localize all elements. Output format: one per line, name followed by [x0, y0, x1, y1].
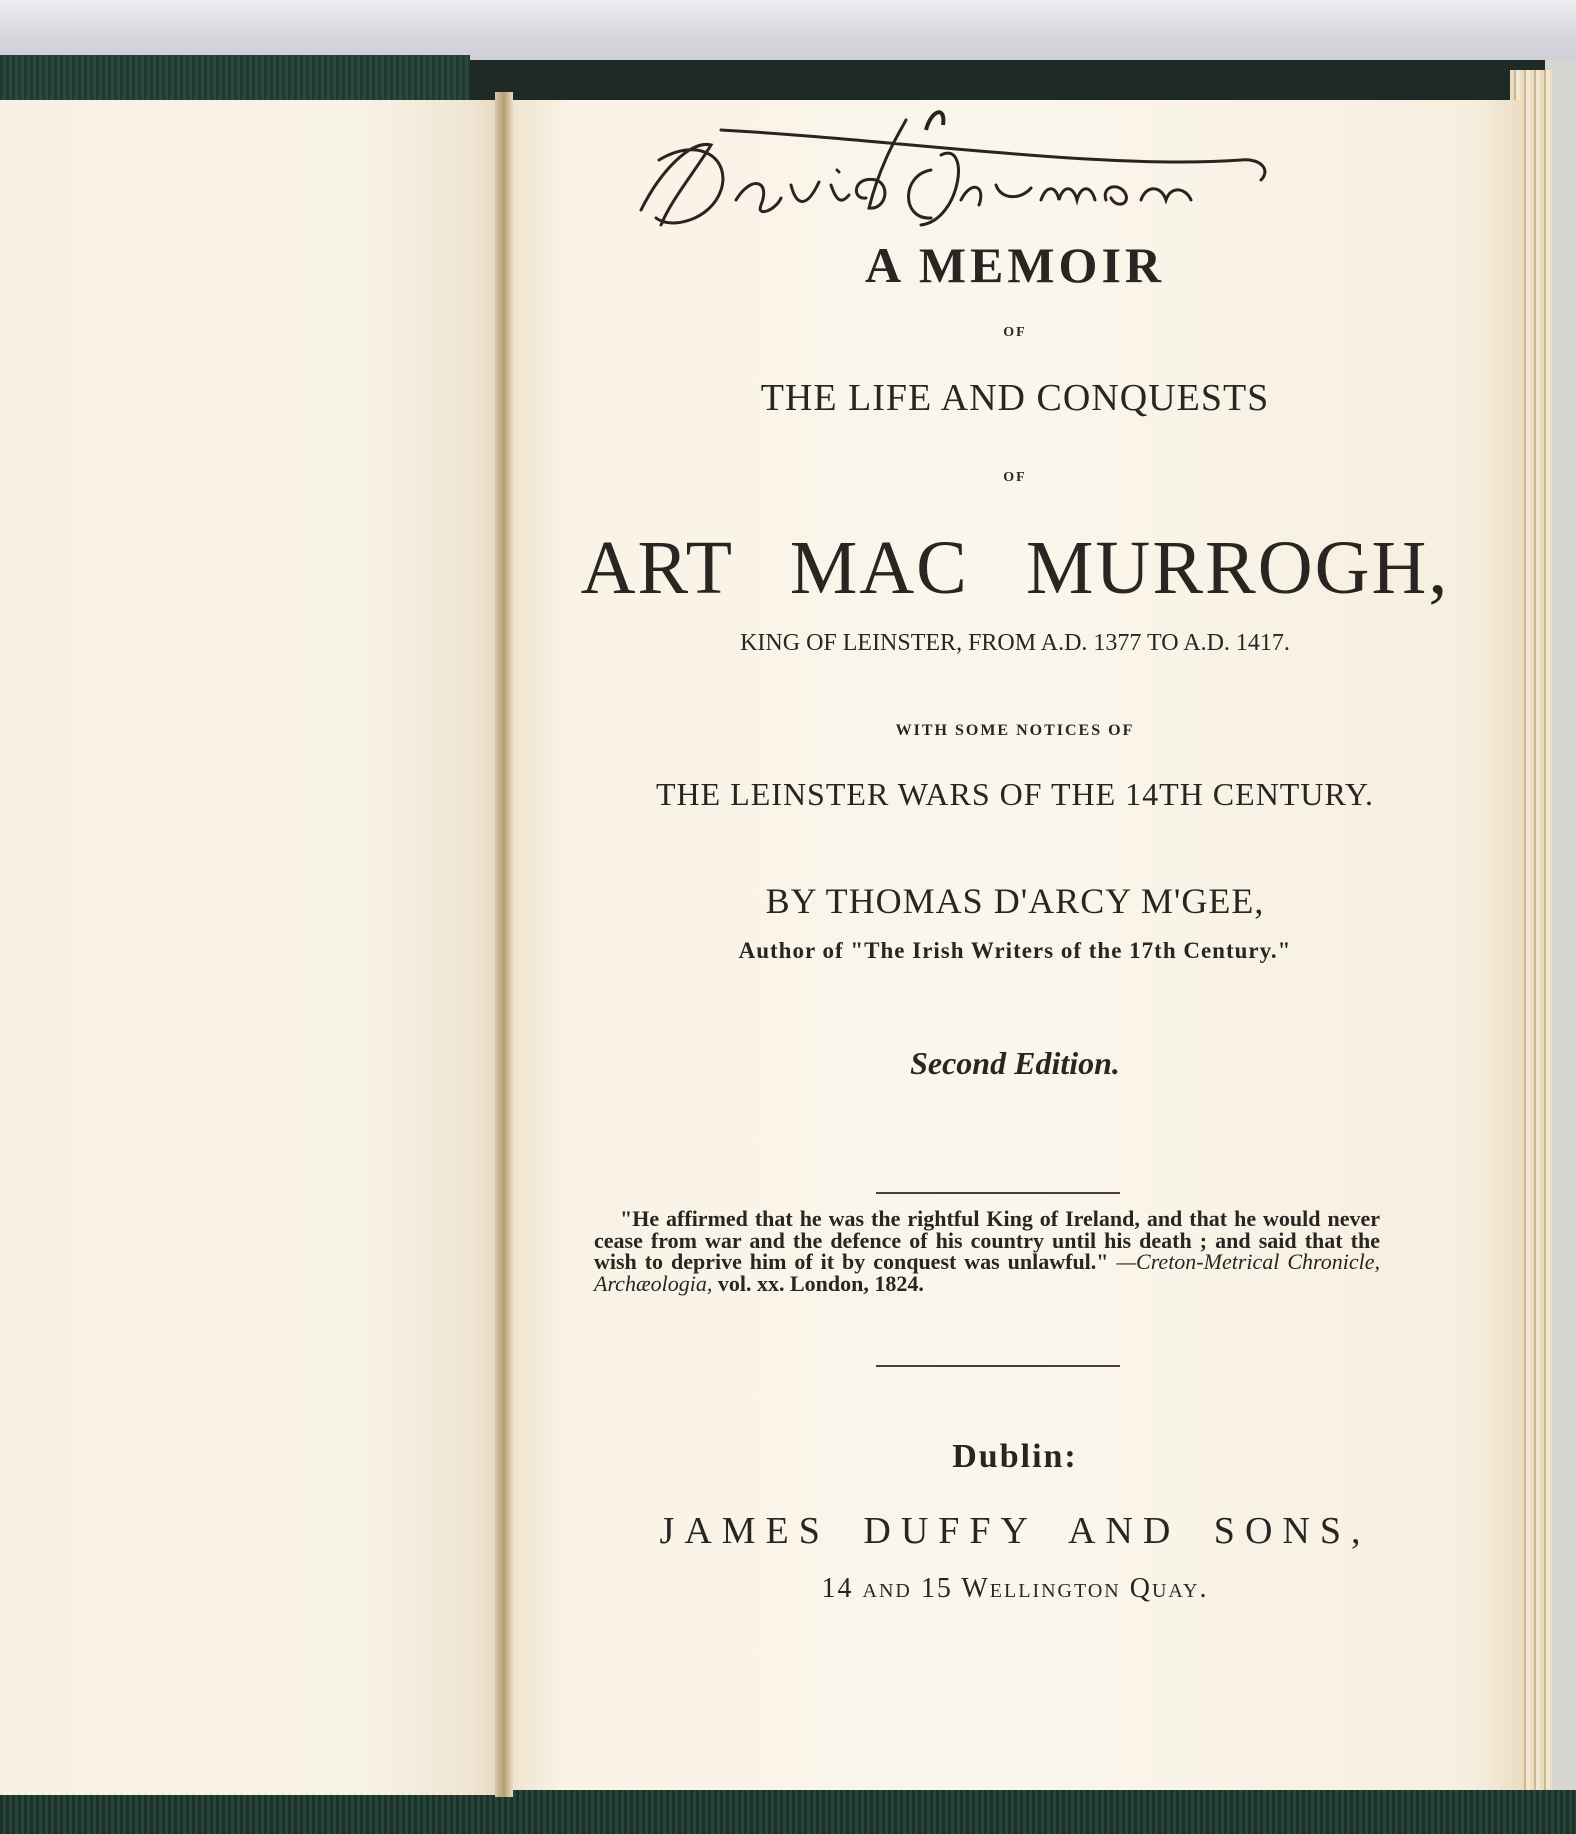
- divider-bottom: [876, 1365, 1120, 1367]
- author-byline: BY THOMAS D'ARCY M'GEE,: [765, 881, 1265, 921]
- edition: Second Edition.: [910, 1045, 1120, 1081]
- title-page: [506, 100, 1524, 1790]
- imprint-publisher: JAMES DUFFY AND SONS,: [659, 1510, 1371, 1552]
- book-cover-cloth-bottom: [0, 1790, 1576, 1834]
- title-line-memoir: A MEMOIR: [864, 237, 1166, 293]
- imprint-city: Dublin:: [952, 1438, 1078, 1475]
- divider-top: [876, 1192, 1120, 1194]
- epigraph: [594, 1208, 1380, 1294]
- epigraph-source: vol. xx. London, 1824.: [717, 1270, 924, 1296]
- title-of-2: OF: [1003, 470, 1027, 485]
- handwritten-signature: [601, 100, 1281, 250]
- author-credit: Author of "The Irish Writers of the 17th Century.": [738, 938, 1292, 963]
- epigraph-citation: —Creton-Metrical Chronicle, Archæologia,: [594, 1249, 1380, 1296]
- title-line-life: THE LIFE AND CONQUESTS: [760, 377, 1270, 419]
- with-notices: WITH SOME NOTICES OF: [895, 722, 1135, 739]
- title-name: ART MAC MURROGH,: [580, 526, 1450, 610]
- subtitle-king: KING OF LEINSTER, FROM A.D. 1377 TO A.D. 1417.: [740, 630, 1290, 656]
- left-blank-page: [0, 100, 505, 1795]
- epigraph-text: "He affirmed that he was the rightful King of Ireland, and that he would never cease from war and the defence of his country until his death ; and said that the wish to deprive him of it by conquest was unlawful.": [594, 1206, 1380, 1274]
- binding-top: [0, 0, 1576, 60]
- book-gutter: [495, 92, 513, 1797]
- imprint-address: 14 and 15 Wellington Quay.: [821, 1573, 1209, 1604]
- title-of-1: OF: [1003, 325, 1027, 340]
- subtitle-wars: THE LEINSTER WARS OF THE 14TH CENTURY.: [655, 776, 1375, 812]
